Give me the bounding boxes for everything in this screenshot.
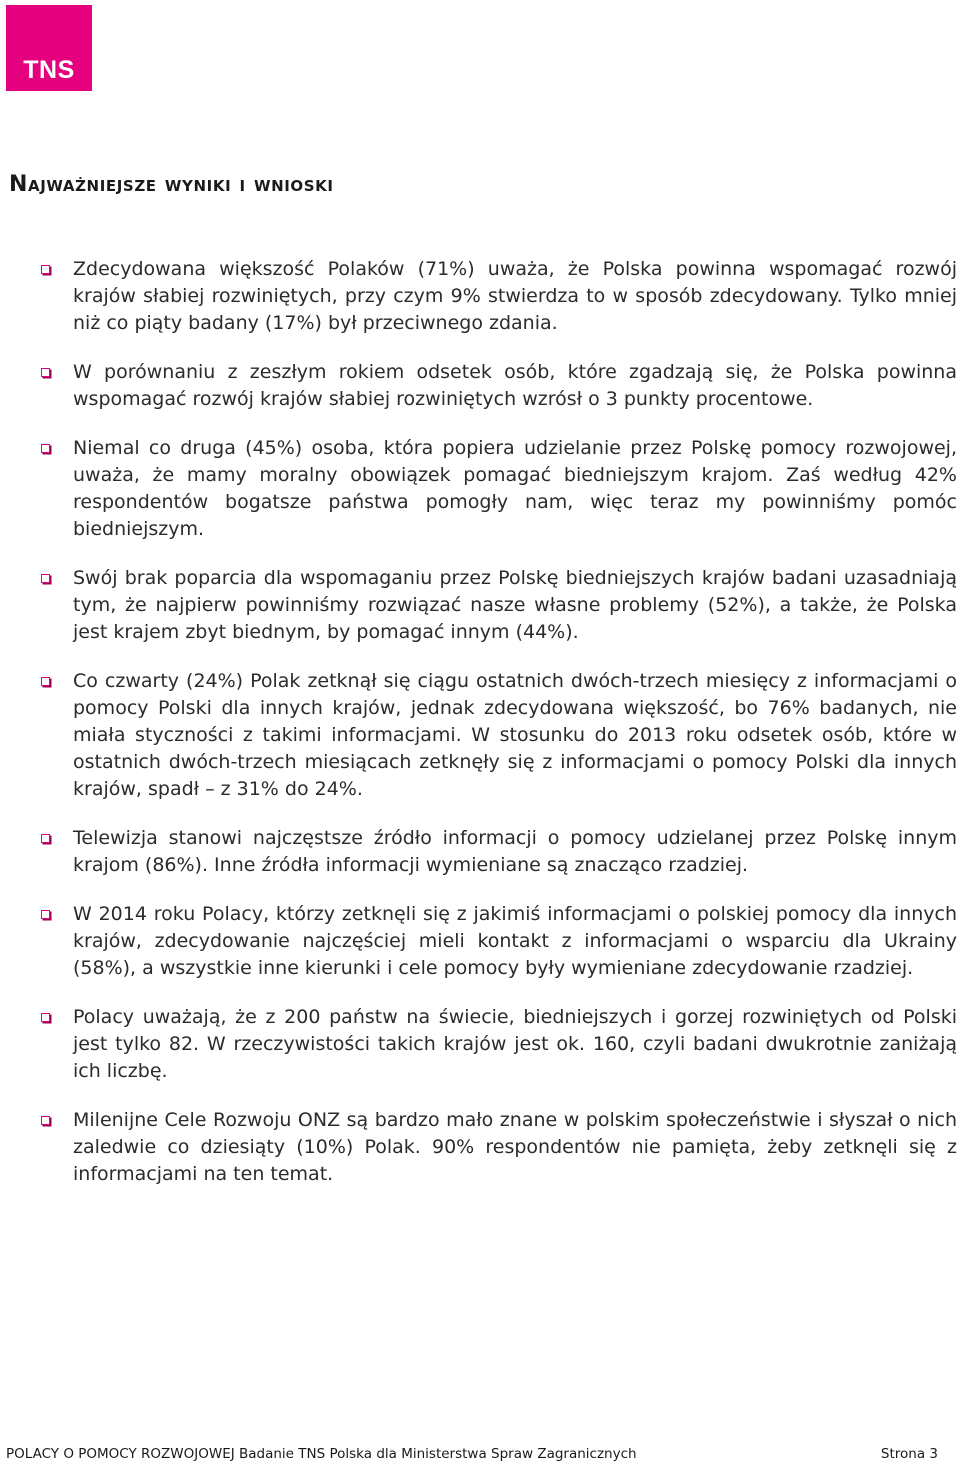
list-item [73,359,957,413]
list-item-text: Milenijne Cele Rozwoju ONZ są bardzo mało znane w polskim społeczeństwie i słyszał o nich zaledwie co dziesiąty (10%) Polak. 90% respondentów nie pamięta, żeby zetknęli się z informacjami na ten temat. [73,1109,957,1185]
list-item-text: Niemal co druga (45%) osoba, która popiera udzielanie przez Polskę pomocy rozwojowej, uważa, że mamy moralny obowiązek pomagać biedniejszym krajom. Zaś według 42% respondentów bogatsze państwa pomogły nam, więc teraz my powinniśmy pomóc biedniejszym. [73,437,957,540]
list-item-text: Telewizja stanowi najczęstsze źródło informacji o pomocy udzielanej przez Polskę innym krajom (86%). Inne źródła informacji wymieniane są znacząco rzadziej. [73,827,957,876]
checkbox-bullet-icon [41,368,50,377]
page-number: Strona 3 [880,1446,938,1462]
list-item-text: Zdecydowana większość Polaków (71%) uważa, że Polska powinna wspomagać rozwój krajów słabiej rozwiniętych, przy czym 9% stwierdza to w sposób zdecydowany. Tylko mniej niż co piąty badany (17%) był przeciwnego zdania. [73,258,957,334]
checkbox-bullet-icon [41,1013,50,1022]
list-item [73,668,957,803]
checkbox-bullet-icon [41,677,50,686]
list-item [73,825,957,879]
list-item [73,435,957,543]
checkbox-bullet-icon [41,910,50,919]
list-item [73,901,957,982]
logo-text: TNS [23,56,75,84]
checkbox-bullet-icon [41,1116,50,1125]
footer-title: POLACY O POMOCY ROZWOJOWEJ Badanie TNS Polska dla Ministerstwa Spraw Zagranicznych [6,1446,637,1462]
checkbox-bullet-icon [41,834,50,843]
findings-list [73,256,957,1210]
tns-logo [6,5,92,91]
list-item [73,1107,957,1188]
list-item-text: Swój brak poparcia dla wspomaganiu przez Polskę biedniejszych krajów badani uzasadniają tym, że najpierw powinniśmy rozwiązać nasze własne problemy (52%), a także, że Polska jest krajem zbyt biednym, by pomagać innym (44%). [73,567,957,643]
checkbox-bullet-icon [41,574,50,583]
list-item [73,565,957,646]
list-item [73,1004,957,1085]
list-item-text: W porównaniu z zeszłym rokiem odsetek osób, które zgadzają się, że Polska powinna wspomagać rozwój krajów słabiej rozwiniętych wzrósł o 3 punkty procentowe. [73,361,957,410]
list-item [73,256,957,337]
list-item-text: Polacy uważają, że z 200 państw na świecie, biedniejszych i gorzej rozwiniętych od Polski jest tylko 82. W rzeczywistości takich krajów jest ok. 160, czyli badani dwukrotnie zaniżają ich liczbę. [73,1006,957,1082]
list-item-text: W 2014 roku Polacy, którzy zetknęli się z jakimiś informacjami o polskiej pomocy dla innych krajów, zdecydowanie najczęściej mieli kontakt z informacjami o wsparciu dla Ukrainy (58%), a wszystkie inne kierunki i cele pomocy były wymieniane zdecydowanie rzadziej. [73,903,957,979]
page-footer [6,1446,938,1462]
checkbox-bullet-icon [41,265,50,274]
list-item-text: Co czwarty (24%) Polak zetknął się ciągu ostatnich dwóch-trzech miesięcy z informacjami o pomocy Polski dla innych krajów, jednak zdecydowana większość, bo 76% badanych, nie miała styczności z takimi informacjami. W stosunku do 2013 roku odsetek osób, które w ostatnich dwóch-trzech miesiącach zetknęły się z informacjami o pomocy Polski dla innych krajów, spadł – z 31% do 24%. [73,670,957,800]
section-heading: Najważniejsze wyniki i wnioski [9,172,334,197]
checkbox-bullet-icon [41,444,50,453]
